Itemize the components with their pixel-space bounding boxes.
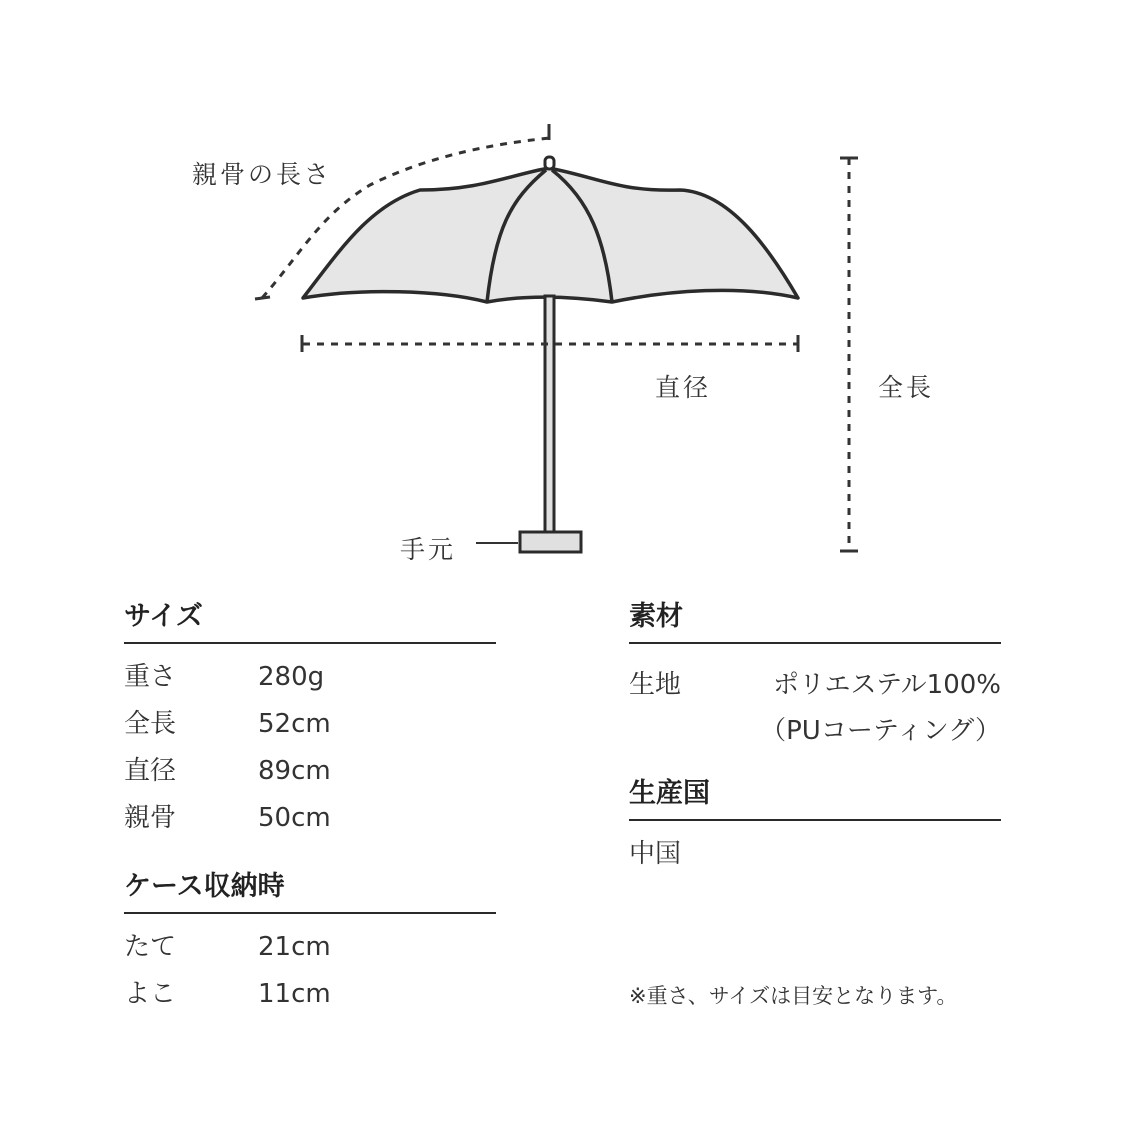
origin-section-title: 生産国 [629,778,710,809]
spec-label: よこ [124,979,177,1009]
origin-section-divider [629,819,1001,821]
origin-section [629,775,1001,878]
size-section-divider [124,642,496,644]
spec-row-case-width [124,971,496,1018]
spec-value: 280g [258,662,325,692]
spec-label: 全長 [124,709,177,739]
case-section-title: ケース収納時 [124,871,285,902]
spec-label: 直径 [124,756,177,786]
spec-row-case-height [124,924,496,971]
umbrella-grip [520,532,581,552]
spec-value: 50cm [258,803,331,833]
spec-value: 21cm [258,932,331,962]
spec-row-total-length [124,701,496,748]
origin-value: 中国 [629,839,682,869]
spec-label: たて [124,932,177,962]
umbrella-shaft [545,296,554,532]
spec-label: 生地 [629,670,682,700]
grip-label: 手元 [400,535,457,564]
spec-row-rib [124,795,496,842]
spec-label: 親骨 [124,803,177,833]
total-length-label: 全長 [878,373,935,402]
size-section [124,598,496,842]
material-section [629,598,1001,748]
case-section [124,868,496,1018]
spec-value: 52cm [258,709,331,739]
case-section-divider [124,912,496,914]
umbrella-canopy [303,168,798,302]
spec-label: 重さ [124,662,177,692]
rib-length-label: 親骨の長さ [192,160,333,189]
disclaimer-note: ※重さ、サイズは目安となります。 [629,984,958,1008]
spec-row-diameter [124,748,496,795]
rib-length-tick-left [255,297,270,299]
spec-value: 89cm [258,756,331,786]
diameter-label: 直径 [655,373,712,402]
spec-value-line1: ポリエステル100% [773,670,1001,700]
spec-value: 11cm [258,979,331,1009]
size-section-title: サイズ [124,601,203,632]
spec-row-weight [124,654,496,701]
material-section-title: 素材 [629,601,683,632]
material-section-divider [629,642,1001,644]
umbrella-top-knob [545,157,554,169]
spec-value-line2: （PUコーティング） [760,716,1001,746]
spec-row-fabric [629,654,1001,748]
